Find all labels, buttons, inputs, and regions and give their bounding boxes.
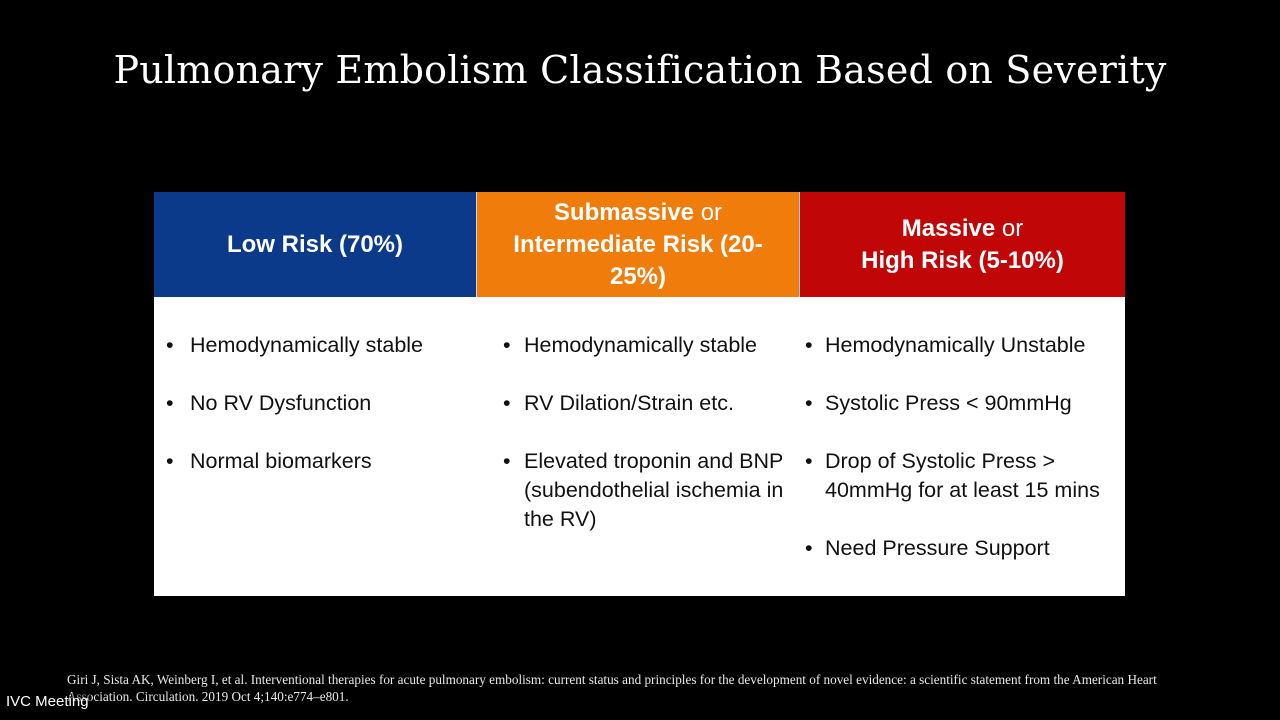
criterion-text: Systolic Press < 90mmHg — [825, 391, 1072, 415]
criterion-text: Hemodynamically Unstable — [825, 333, 1086, 357]
list-item — [503, 389, 794, 418]
criterion-text: Elevated troponin and BNP (subendothelial ischemia in the RV) — [524, 449, 784, 531]
massive-risk-criteria — [800, 297, 1125, 596]
criterion-text: Hemodynamically stable — [190, 333, 424, 357]
list-item — [166, 389, 477, 418]
list-item — [805, 331, 1121, 360]
high-risk-label: High Risk (5-10%) — [861, 246, 1064, 274]
criterion-text: Normal biomarkers — [190, 449, 372, 473]
meeting-name-label: IVC Meeting — [6, 693, 89, 710]
list-item — [503, 331, 794, 360]
submassive-risk-header-label — [487, 197, 789, 293]
criterion-text: Hemodynamically stable — [524, 333, 758, 357]
low-risk-header-label: Low Risk (70%) — [226, 230, 404, 258]
massive-risk-header-label — [861, 213, 1064, 277]
massive-label: Massive — [901, 214, 996, 242]
criterion-text: No RV Dysfunction — [190, 391, 372, 415]
bullet-icon: • — [503, 449, 511, 473]
low-risk-criteria — [154, 297, 477, 596]
bullet-icon: • — [166, 333, 174, 357]
list-item — [166, 447, 477, 476]
bullet-icon: • — [805, 391, 813, 415]
bullet-icon: • — [166, 449, 174, 473]
bullet-icon: • — [805, 333, 813, 357]
intermediate-risk-label: Intermediate Risk (20-25%) — [513, 230, 763, 290]
slide-title: Pulmonary Embolism Classification Based on Severity — [113, 48, 1167, 92]
submassive-risk-header — [477, 192, 800, 297]
citation-text: Giri J, Sista AK, Weinberg I, et al. Interventional therapies for acute pulmonary embolism: current status and principles for the development of novel evidence: a scientific statement from the American Heart Association. Circulation. 2019 Oct 4;140:e774–e801. — [67, 672, 1157, 704]
bullet-icon: • — [503, 333, 511, 357]
massive-or-label: or — [995, 214, 1024, 242]
massive-risk-header — [800, 192, 1125, 297]
criterion-text: Need Pressure Support — [825, 536, 1050, 560]
list-item — [166, 331, 477, 360]
low-risk-header — [154, 192, 477, 297]
risk-classification-table — [154, 192, 1125, 596]
bullet-icon: • — [503, 391, 511, 415]
submassive-or-label: or — [694, 198, 723, 226]
list-item — [805, 534, 1121, 563]
list-item — [805, 389, 1121, 418]
submassive-label: Submassive — [553, 198, 695, 226]
bullet-icon: • — [805, 449, 813, 473]
list-item — [503, 447, 794, 534]
submassive-risk-criteria — [477, 297, 800, 596]
bullet-icon: • — [805, 536, 813, 560]
bullet-icon: • — [166, 391, 174, 415]
list-item — [805, 447, 1121, 505]
criterion-text: RV Dilation/Strain etc. — [524, 391, 734, 415]
criterion-text: Drop of Systolic Press > 40mmHg for at least 15 mins — [825, 449, 1100, 502]
